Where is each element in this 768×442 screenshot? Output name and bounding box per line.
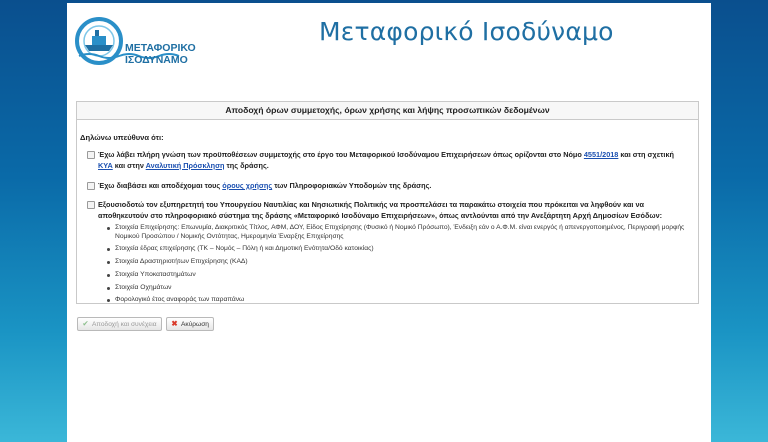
term1-text-c: και στην — [112, 160, 146, 170]
list-item: Στοιχεία Επιχείρησης: Επωνυμία, Διακριτικός Τίτλος, ΑΦΜ, ΔΟΥ, Είδος Επιχείρησης (Φυσικό ή Νομικό Πρόσωπο), Ένδειξη εάν ο Α.Φ.Μ. είναι ενεργός ή απενεργοποιημένος, Περιγραφή μορφής Νομικού Προσώπου / Νομικής Οντότητας, Ημερομηνία Έναρξης Επιχείρησης — [106, 224, 686, 241]
declare-label: Δηλώνω υπεύθυνα ότι: — [80, 133, 164, 142]
term1-text-d: της δράσης. — [224, 160, 269, 170]
term-authorization — [87, 200, 689, 221]
close-icon: ✖ — [171, 319, 178, 328]
logo-text-line2: ΙΣΟΔΥΝΑΜΟ — [125, 54, 188, 66]
panel-title: Αποδοχή όρων συμμετοχής, όρων χρήσης και λήψης προσωπικών δεδομένων — [77, 102, 698, 120]
term1-text-a: Έχω λάβει πλήρη γνώση των προϋποθέσεων συμμετοχής στο έργο του Μεταφορικού Ισοδύναμου Επιχειρήσεων όπως ορίζονται στο Νόμο — [98, 150, 584, 159]
cancel-button[interactable] — [166, 317, 214, 331]
terms-panel — [76, 101, 699, 304]
header — [67, 3, 711, 95]
page-title: Μεταφορικό Ισοδύναμο — [319, 17, 614, 46]
term2-text-b: των Πληροφοριακών Υποδομών της δράσης. — [272, 181, 432, 190]
law-link[interactable]: 4551/2018 — [583, 150, 619, 159]
ship-hull-icon — [85, 45, 113, 51]
page-container — [67, 3, 711, 442]
usage-checkbox[interactable] — [87, 182, 95, 190]
cancel-button-label: Ακύρωση — [181, 321, 209, 328]
site-logo[interactable] — [73, 12, 203, 74]
list-item: Φορολογικό έτος αναφοράς των παραπάνω — [106, 296, 686, 305]
term2-text-a: Έχω διαβάσει και αποδέχομαι τους — [98, 181, 223, 190]
check-icon: ✔ — [82, 319, 89, 328]
authorization-checkbox[interactable] — [87, 201, 95, 209]
logo-text-line1: ΜΕΤΑΦΟΡΙΚΟ — [125, 42, 196, 54]
kya-link[interactable]: ΚΥΑ — [98, 160, 113, 170]
term-authorization-text: Εξουσιοδοτώ τον εξυπηρετητή του Υπουργείου Ναυτιλίας και Νησιωτικής Πολιτικής να προσπελάσει τα παρακάτω στοιχεία που πρόκειται να ληφθούν και να αποθηκευτούν στο πληροφοριακό σύστημα της δράσης «Μεταφορικό Ισοδύναμο Επιχειρήσεων», όπως αντλούνται από την Ανεξάρτητη Αρχή Δημοσίων Εσόδων: — [98, 200, 663, 220]
accept-button-label: Αποδοχή και συνέχεια — [92, 321, 157, 328]
invitation-link[interactable]: Αναλυτική Πρόσκληση — [145, 160, 225, 170]
term1-text-b: και στη σχετική — [618, 150, 674, 159]
accept-continue-button[interactable] — [77, 317, 162, 331]
ship-funnel-icon — [95, 30, 99, 36]
term-participation — [87, 150, 689, 171]
list-item: Στοιχεία Οχημάτων — [106, 284, 686, 293]
term-usage — [87, 181, 689, 192]
list-item: Στοιχεία Υποκαταστημάτων — [106, 271, 686, 280]
list-item: Στοιχεία Δραστηριοτήτων Επιχείρησης (ΚΑΔ) — [106, 258, 686, 267]
data-items-list — [106, 224, 686, 309]
term-participation-text — [87, 150, 689, 171]
list-item: Στοιχεία έδρας επιχείρησης (ΤΚ – Νομός – Πόλη ή και Δημοτική Ενότητα/Οδό κατοικίας) — [106, 245, 686, 254]
term-usage-text — [87, 181, 689, 192]
participation-checkbox[interactable] — [87, 151, 95, 159]
ship-cabin-icon — [92, 36, 106, 45]
terms-of-use-link[interactable]: όρους χρήσης — [222, 181, 273, 190]
